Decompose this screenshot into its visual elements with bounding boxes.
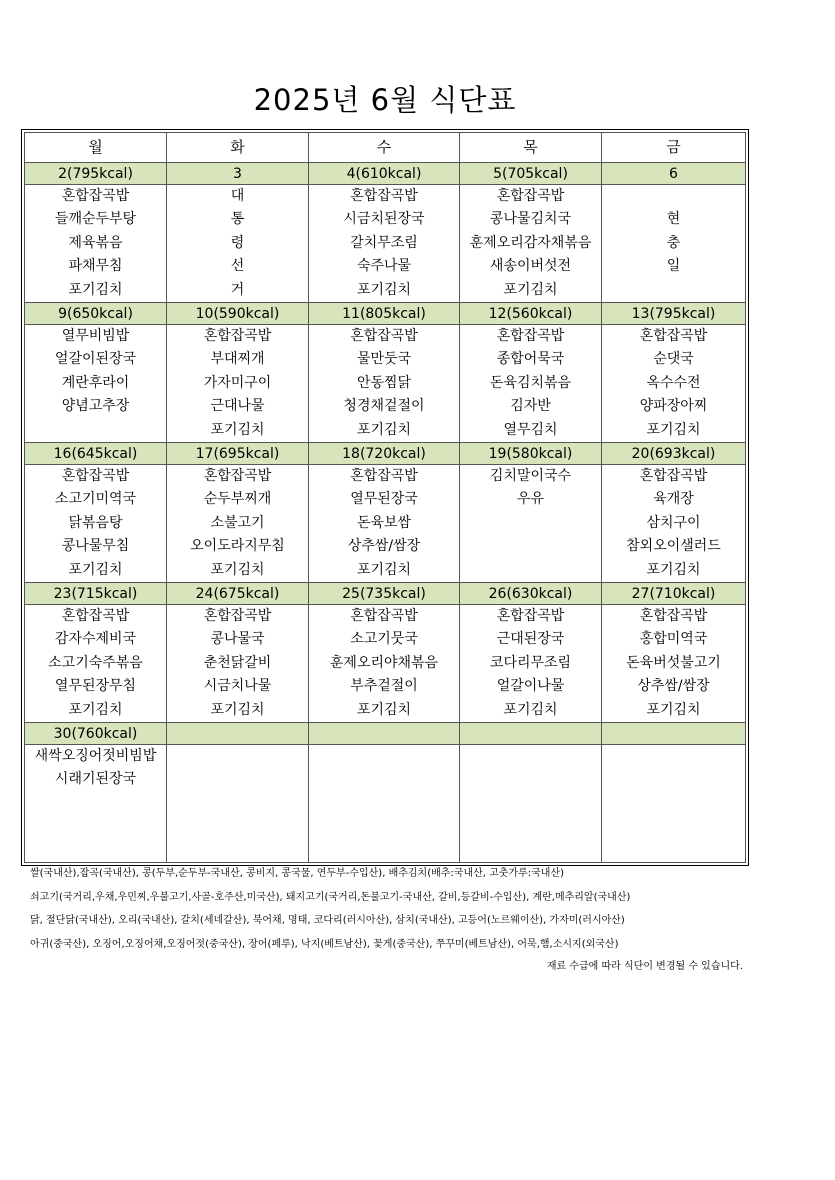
dish-item: 새싹오징어젓비빔밥: [34, 748, 157, 764]
dish-item: 령: [230, 234, 245, 251]
dish-item: 소불고기: [210, 514, 265, 531]
dish-item: 옥수수전: [646, 374, 701, 391]
dish-item: 포기김치: [356, 281, 412, 298]
day-menu-cell: [309, 325, 460, 443]
date-cell: [167, 723, 309, 745]
dish-item: 혼합잡곡밥: [203, 328, 272, 344]
date-row: [25, 723, 746, 745]
date-cell: 6: [602, 163, 746, 185]
dish-item: 소고기미역국: [54, 491, 137, 508]
dish-item: [460, 512, 601, 535]
dish-item: [460, 559, 601, 582]
dish-item: [167, 839, 308, 862]
dish-item: [602, 745, 745, 768]
day-menu-cell: [309, 185, 460, 303]
dish-item: 혼합잡곡밥: [639, 468, 708, 484]
origin-line: 쇠고기(국거리,우채,우민찌,우불고기,사골-호주산,미국산), 돼지고기(국거리,돈불고기-국내산, 갈비,등갈비-수입산), 계란,메추리알(국내산): [30, 891, 631, 903]
day-menu-cell: [25, 745, 167, 863]
dish-item: 포기김치: [503, 281, 558, 298]
dish-item: 대: [230, 188, 245, 204]
dish-item: 계란후라이: [61, 374, 130, 391]
dish-item: 제육볶음: [68, 234, 123, 251]
dish-item: 열무된장국: [350, 491, 418, 508]
dish-item: [460, 768, 601, 791]
dish-item: 포기김치: [356, 421, 412, 438]
day-menu-cell: [460, 465, 602, 583]
dish-item: 시래기된장국: [54, 771, 137, 788]
dish-item: 오이도라지무침: [190, 538, 285, 555]
dish-item: [25, 815, 166, 838]
origin-line: 아귀(중국산), 오징어,오징어채,오징어젓(중국산), 장어(페루), 낙지(베트남산), 꽃게(중국산), 쭈꾸미(베트남산), 어묵,햄,소시지(외국산): [30, 938, 619, 950]
day-menu-cell: [602, 465, 746, 583]
dish-item: 소고기뭇국: [350, 631, 418, 648]
dish-item: 삼치구이: [646, 514, 701, 531]
dish-item: 양파장아찌: [639, 398, 708, 415]
day-menu-cell: [167, 745, 309, 863]
dish-item: 부대찌개: [210, 351, 265, 368]
dish-item: [602, 768, 745, 791]
dish-item: 콩나물무침: [61, 538, 130, 555]
dish-item: 부추겉절이: [350, 678, 418, 695]
day-menu-cell: [460, 745, 602, 863]
dish-item: 청경채겉절이: [343, 398, 425, 415]
dish-item: [602, 185, 745, 208]
dish-item: 갈치무조림: [350, 234, 418, 251]
dish-item: [309, 815, 459, 838]
dish-item: 참외오이샐러드: [626, 538, 721, 555]
dish-item: 콩나물김치국: [489, 211, 572, 228]
day-menu-cell: [25, 185, 167, 303]
dish-item: 혼합잡곡밥: [639, 328, 708, 344]
weekday-header: 목: [460, 133, 602, 163]
dish-item: 얼갈이나물: [496, 678, 565, 695]
dish-item: 파채무침: [68, 258, 123, 275]
date-cell: 4(610kcal): [309, 163, 460, 185]
dish-item: [309, 745, 459, 768]
day-menu-cell: [167, 325, 309, 443]
dish-item: 혼합잡곡밥: [350, 328, 418, 344]
dish-item: 돈육김치볶음: [489, 374, 572, 391]
dish-item: 홍합미역국: [639, 631, 708, 648]
dish-item: 포기김치: [210, 561, 265, 578]
date-cell: 11(805kcal): [309, 303, 460, 325]
dish-item: 충: [666, 234, 681, 251]
menu-body: [25, 163, 746, 863]
menu-row: [25, 465, 746, 583]
dish-item: 포기김치: [503, 701, 558, 718]
day-menu-cell: [167, 465, 309, 583]
dish-item: 안동찜닭: [356, 374, 412, 391]
dish-item: 혼합잡곡밥: [61, 188, 130, 204]
dish-item: [460, 792, 601, 815]
menu-table: [24, 132, 746, 863]
dish-item: 혼합잡곡밥: [61, 608, 130, 624]
dish-item: 숙주나물: [356, 258, 412, 275]
day-menu-cell: [309, 745, 460, 863]
dish-item: 얼갈이된장국: [54, 351, 137, 368]
dish-item: 훈제오리감자채볶음: [469, 234, 592, 251]
origin-info: [30, 862, 630, 956]
dish-item: [167, 792, 308, 815]
dish-item: 들깨순두부탕: [54, 211, 137, 228]
dish-item: 통: [230, 211, 245, 228]
date-cell: 17(695kcal): [167, 443, 309, 465]
change-notice: 재료 수급에 따라 식단이 변경될 수 있습니다.: [546, 961, 743, 972]
date-cell: 24(675kcal): [167, 583, 309, 605]
menu-row: [25, 325, 746, 443]
dish-item: 포기김치: [646, 421, 701, 438]
dish-item: 열무된장무침: [54, 678, 137, 695]
dish-item: 열무김치: [503, 421, 558, 438]
day-menu-cell: [602, 605, 746, 723]
dish-item: [460, 815, 601, 838]
date-cell: 16(645kcal): [25, 443, 167, 465]
dish-item: 선: [230, 258, 245, 275]
menu-row: [25, 745, 746, 863]
dish-item: 상추쌈/쌈장: [347, 538, 421, 555]
date-row: [25, 443, 746, 465]
dish-item: [460, 839, 601, 862]
dish-item: 거: [230, 281, 245, 298]
dish-item: 포기김치: [68, 281, 123, 298]
dish-item: 시금치나물: [203, 678, 272, 695]
dish-item: 혼합잡곡밥: [61, 468, 130, 484]
dish-item: [167, 815, 308, 838]
origin-line: 닭, 절단닭(국내산), 오리(국내산), 갈치(세네갈산), 북어채, 명태, 코다리(러시아산), 삼치(국내산), 고등어(노르웨이산), 가자미(러시아산): [30, 915, 625, 926]
dish-item: [602, 815, 745, 838]
date-cell: 30(760kcal): [25, 723, 167, 745]
dish-item: 소고기숙주볶음: [48, 654, 143, 671]
weekday-header: 화: [167, 133, 309, 163]
dish-item: 순두부찌개: [203, 491, 272, 508]
date-row: [25, 163, 746, 185]
dish-item: [602, 839, 745, 862]
dish-item: 닭볶음탕: [68, 514, 123, 531]
day-menu-cell: [167, 185, 309, 303]
dish-item: 일: [666, 258, 681, 275]
dish-item: 근대나물: [210, 398, 265, 415]
dish-item: 포기김치: [210, 421, 265, 438]
day-menu-cell: [25, 605, 167, 723]
dish-item: [25, 792, 166, 815]
dish-item: 포기김치: [210, 701, 265, 718]
date-cell: 27(710kcal): [602, 583, 746, 605]
day-menu-cell: [460, 185, 602, 303]
dish-item: [167, 768, 308, 791]
date-cell: 25(735kcal): [309, 583, 460, 605]
day-menu-cell: [25, 465, 167, 583]
dish-item: 순댓국: [653, 351, 694, 368]
dish-item: 포기김치: [68, 561, 123, 578]
dish-item: 혼합잡곡밥: [496, 608, 565, 624]
dish-item: 김치말이국수: [489, 468, 572, 484]
date-cell: 23(715kcal): [25, 583, 167, 605]
dish-item: 돈육버섯불고기: [626, 654, 721, 671]
date-cell: 10(590kcal): [167, 303, 309, 325]
dish-item: 포기김치: [356, 561, 412, 578]
dish-item: 가자미구이: [203, 374, 272, 391]
dish-item: 혼합잡곡밥: [350, 188, 418, 204]
dish-item: 포기김치: [356, 701, 412, 718]
day-menu-cell: [460, 605, 602, 723]
dish-item: 상추쌈/쌈장: [637, 678, 710, 695]
dish-item: 우유: [516, 491, 545, 508]
dish-item: 혼합잡곡밥: [350, 608, 418, 624]
date-cell: 5(705kcal): [460, 163, 602, 185]
origin-line: 쌀(국내산),잡곡(국내산), 콩(두부,순두부-국내산, 콩비지, 콩국물, 연두부-수입산), 배추김치(배추:국내산, 고춧가루:국내산): [30, 868, 565, 879]
day-menu-cell: [167, 605, 309, 723]
dish-item: 춘천닭갈비: [203, 654, 272, 671]
date-cell: 19(580kcal): [460, 443, 602, 465]
date-cell: [602, 723, 746, 745]
dish-item: 포기김치: [68, 701, 123, 718]
date-cell: 13(795kcal): [602, 303, 746, 325]
dish-item: 양념고추장: [61, 398, 130, 415]
weekday-header: 수: [309, 133, 460, 163]
dish-item: 현: [666, 211, 681, 228]
dish-item: 혼합잡곡밥: [350, 468, 418, 484]
weekday-header: 금: [602, 133, 746, 163]
dish-item: 근대된장국: [496, 631, 565, 648]
menu-row: [25, 185, 746, 303]
dish-item: 혼합잡곡밥: [496, 188, 565, 204]
dish-item: 열무비빔밥: [61, 328, 130, 344]
date-cell: 12(560kcal): [460, 303, 602, 325]
day-menu-cell: [309, 465, 460, 583]
dish-item: 혼합잡곡밥: [496, 328, 565, 344]
date-cell: 9(650kcal): [25, 303, 167, 325]
weekday-header: 월: [25, 133, 167, 163]
dish-item: 물만둣국: [356, 351, 412, 368]
dish-item: 시금치된장국: [343, 211, 425, 228]
dish-item: 콩나물국: [210, 631, 265, 648]
dish-item: 육개장: [653, 491, 694, 508]
day-menu-cell: [25, 325, 167, 443]
dish-item: [167, 745, 308, 768]
dish-item: 김자반: [510, 398, 551, 415]
date-row: [25, 583, 746, 605]
dish-item: 종합어묵국: [496, 351, 565, 368]
dish-item: 코다리무조림: [489, 654, 572, 671]
dish-item: 혼합잡곡밥: [639, 608, 708, 624]
date-cell: 26(630kcal): [460, 583, 602, 605]
day-menu-cell: [460, 325, 602, 443]
date-cell: 20(693kcal): [602, 443, 746, 465]
day-menu-cell: [602, 185, 746, 303]
date-cell: [309, 723, 460, 745]
day-menu-cell: [309, 605, 460, 723]
dish-item: 포기김치: [646, 701, 701, 718]
dish-item: 돈육보쌈: [356, 514, 412, 531]
dish-item: [309, 768, 459, 791]
date-cell: 18(720kcal): [309, 443, 460, 465]
dish-item: [25, 419, 166, 442]
date-cell: [460, 723, 602, 745]
dish-item: 감자수제비국: [54, 631, 137, 648]
date-cell: 2(795kcal): [25, 163, 167, 185]
dish-item: [25, 839, 166, 862]
dish-item: [460, 745, 601, 768]
day-menu-cell: [602, 745, 746, 863]
day-menu-cell: [602, 325, 746, 443]
dish-item: [309, 839, 459, 862]
menu-row: [25, 605, 746, 723]
weekday-header-row: [25, 133, 746, 163]
dish-item: [309, 792, 459, 815]
dish-item: 혼합잡곡밥: [203, 468, 272, 484]
dish-item: 포기김치: [646, 561, 701, 578]
dish-item: 혼합잡곡밥: [203, 608, 272, 624]
date-row: [25, 303, 746, 325]
dish-item: 훈제오리야채볶음: [329, 654, 439, 671]
dish-item: [602, 279, 745, 302]
page-title: 2025년 6월 식단표: [253, 83, 517, 117]
date-cell: 3: [167, 163, 309, 185]
dish-item: [460, 535, 601, 558]
dish-item: 새송이버섯전: [489, 258, 572, 275]
dish-item: [602, 792, 745, 815]
